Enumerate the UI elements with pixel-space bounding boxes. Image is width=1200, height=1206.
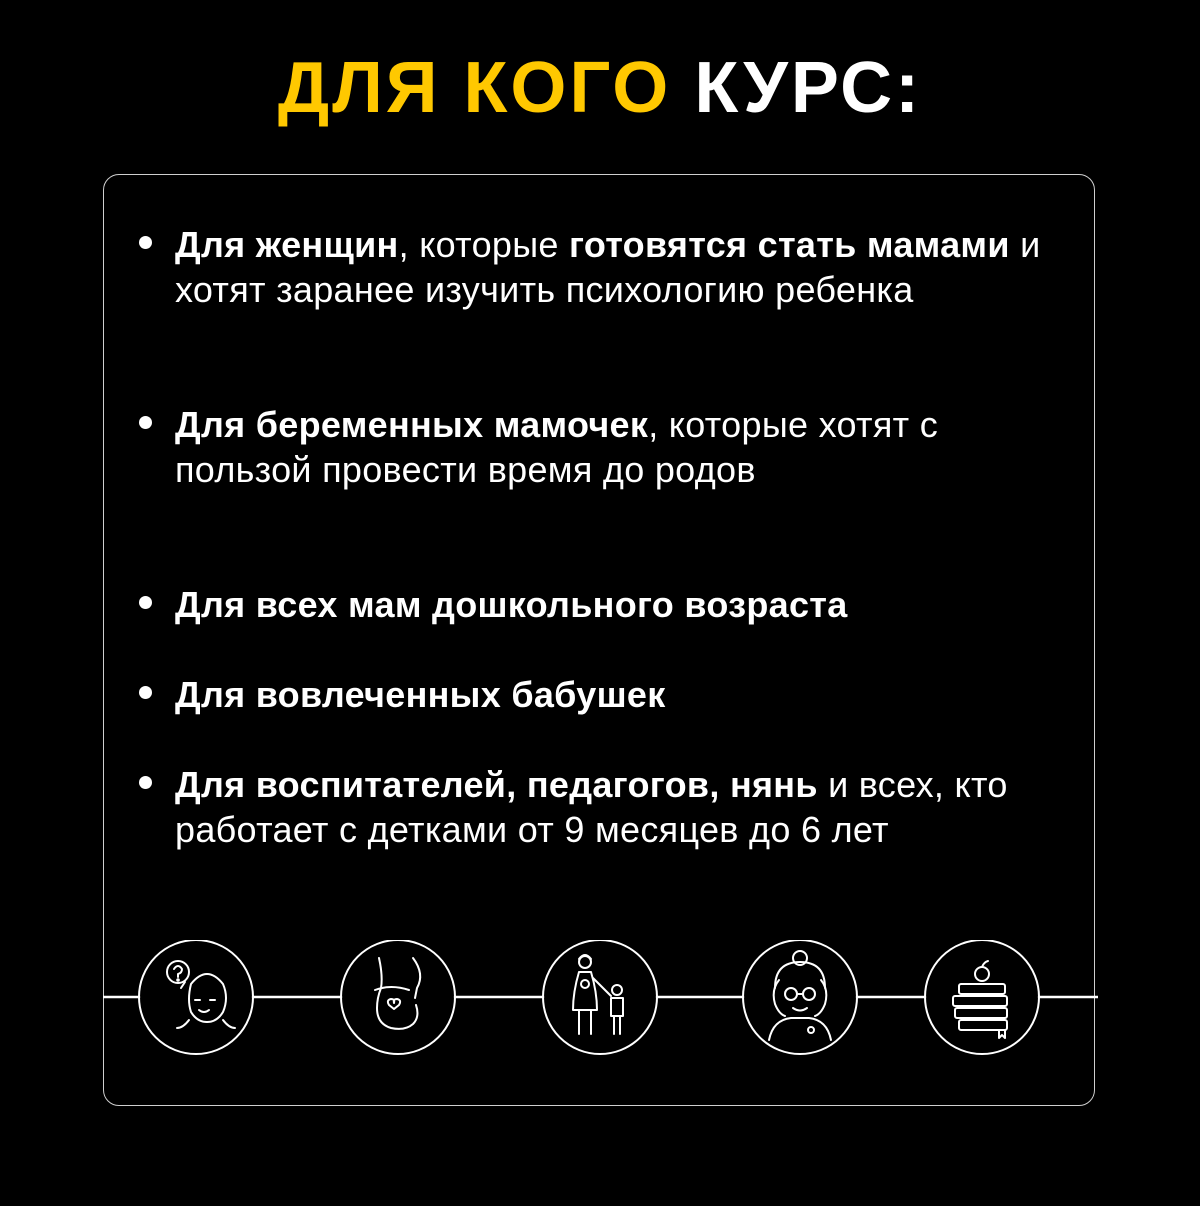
list-item: Для воспитателей, педагогов, нянь и всех, кто работает с детками от 9 месяцев до 6 лет [175,762,1055,852]
mother-with-children-icon [543,940,657,1054]
bullet-icon [139,416,152,429]
bullet-icon [139,776,152,789]
books-apple-icon [925,940,1039,1054]
title-accent: ДЛЯ КОГО [277,48,672,128]
bullet-icon [139,596,152,609]
bullet-icon [139,236,152,249]
page-title [0,48,1200,128]
pregnant-woman-icon [341,940,455,1054]
list-item: Для беременных мамочек, которые хотят с пользой провести время до родов [175,402,1055,492]
icon-timeline [103,940,1098,1060]
grandmother-icon [743,940,857,1054]
list-item: Для всех мам дошкольного возраста [175,582,848,627]
list-item: Для вовлеченных бабушек [175,672,666,717]
bullet-icon [139,686,152,699]
list-item: Для женщин, которые готовятся стать мамами и хотят заранее изучить психологию ребенка [175,222,1055,312]
woman-question-icon [139,940,253,1054]
title-rest: КУРС: [694,48,923,128]
